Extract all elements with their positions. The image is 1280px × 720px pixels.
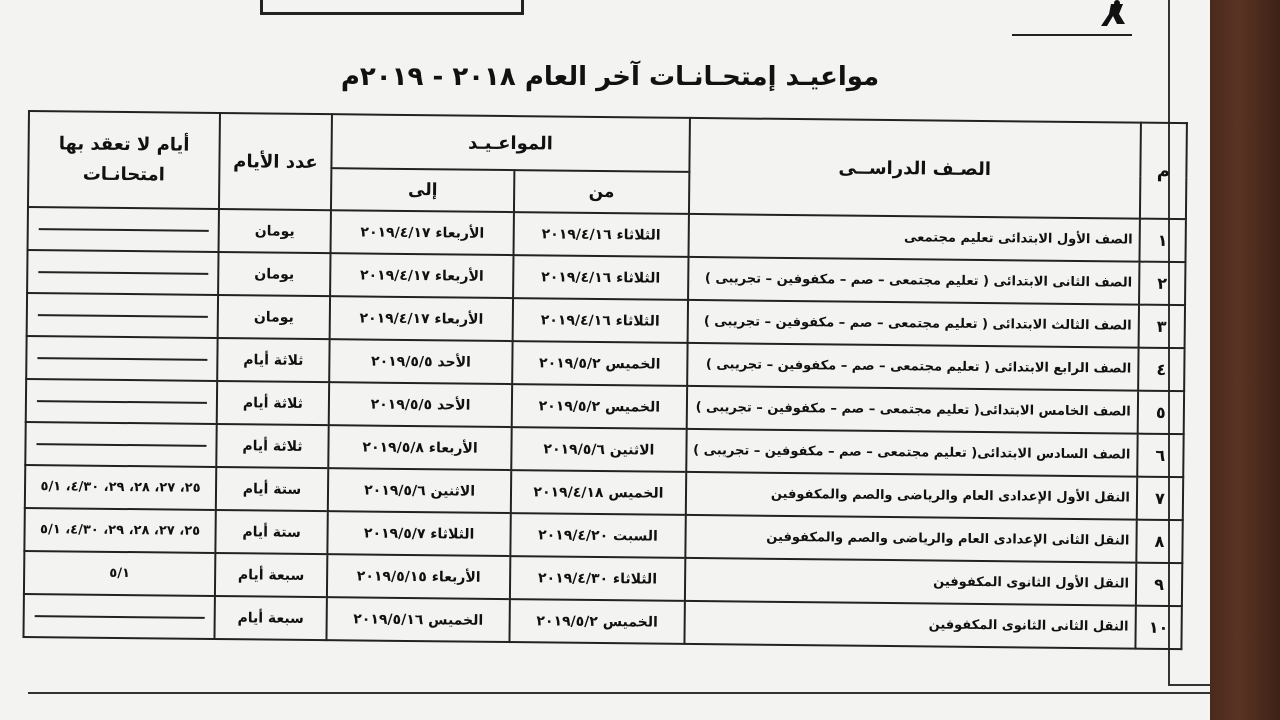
row-class: الصف الأول الابتدائى تعليم مجتمعى [688, 214, 1140, 262]
header-dates: المواعـيـد [331, 114, 689, 172]
row-num: ٤ [1138, 348, 1185, 391]
empty-dash [38, 271, 208, 275]
row-num: ١ [1139, 219, 1186, 262]
row-to: الأربعاء ٢٠١٩/٤/١٧ [330, 253, 514, 298]
exam-schedule-table [22, 110, 1187, 650]
empty-dash [38, 228, 208, 232]
row-no-exam [26, 379, 217, 424]
row-class: النقل الأول الإعدادى العام والرياضى والصم والمكفوفين [685, 472, 1137, 520]
row-to: الأربعاء ٢٠١٩/٥/٨ [328, 425, 512, 470]
header-no-exam: أيام لا تعقد بها امتحانـات [28, 111, 220, 209]
row-from: الثلاثاء ٢٠١٩/٤/٣٠ [510, 556, 685, 601]
row-num: ١٠ [1135, 606, 1182, 649]
empty-dash [36, 443, 206, 447]
row-num: ٨ [1136, 520, 1183, 563]
row-to: الثلاثاء ٢٠١٩/٥/٧ [327, 511, 511, 556]
header-num: م [1140, 123, 1187, 219]
row-class: الصف الثانى الابتدائى ( تعليم مجتمعى – صم – مكفوفين – تجريبى ) [688, 257, 1140, 305]
row-no-exam [27, 293, 218, 338]
wooden-desk-background [1210, 0, 1280, 720]
row-class: الصف الثالث الابتدائى ( تعليم مجتمعى – صم – مكفوفين – تجريبى ) [687, 300, 1139, 348]
empty-dash [37, 314, 207, 318]
row-class: النقل الثانى الثانوى المكفوفين [684, 601, 1136, 649]
row-num: ٣ [1138, 305, 1185, 348]
row-days: يومان [218, 295, 330, 339]
row-num: ٧ [1137, 477, 1184, 520]
row-num: ٥ [1138, 391, 1185, 434]
row-days: ستة أيام [215, 510, 327, 554]
row-to: الأربعاء ٢٠١٩/٤/١٧ [331, 210, 515, 255]
row-no-exam [27, 250, 218, 295]
row-days: يومان [219, 209, 331, 253]
row-days: يومان [218, 252, 330, 296]
row-days: ثلاثة أيام [217, 381, 329, 425]
row-to: الاثنين ٢٠١٩/٥/٦ [328, 468, 512, 513]
empty-dash [36, 400, 206, 404]
header-from: من [514, 170, 689, 214]
row-from: الاثنين ٢٠١٩/٥/٦ [511, 427, 686, 472]
row-from: الثلاثاء ٢٠١٩/٤/١٦ [514, 212, 689, 257]
row-from: الثلاثاء ٢٠١٩/٤/١٦ [513, 298, 688, 343]
row-no-exam [28, 207, 219, 252]
row-to: الأحد ٢٠١٩/٥/٥ [329, 339, 513, 384]
row-no-exam: ٢٥، ٢٧، ٢٨، ٢٩، ٤/٣٠، ٥/١ [24, 508, 215, 553]
row-days: سبعة أيام [214, 596, 326, 640]
row-no-exam [26, 336, 217, 381]
row-to: الأحد ٢٠١٩/٥/٥ [329, 382, 513, 427]
page-title: مواعيـد إمتحـانـات آخر العام ٢٠١٨ - ٢٠١٩م [340, 62, 880, 92]
row-days: سبعة أيام [215, 553, 327, 597]
header-to: إلى [331, 168, 515, 212]
row-days: ستة أيام [216, 467, 328, 511]
row-no-exam: ٢٥، ٢٧، ٢٨، ٢٩، ٤/٣٠، ٥/١ [25, 465, 216, 510]
row-from: الخميس ٢٠١٩/٥/٢ [512, 384, 687, 429]
row-no-exam: ٥/١ [24, 551, 215, 596]
row-num: ٦ [1137, 434, 1184, 477]
table-body [23, 207, 1185, 649]
row-no-exam [25, 422, 216, 467]
row-from: الخميس ٢٠١٩/٥/٢ [510, 599, 685, 644]
row-from: السبت ٢٠١٩/٤/٢٠ [511, 513, 686, 558]
empty-dash [37, 357, 207, 361]
row-class: الصف السادس الابتدائى( تعليم مجتمعى – صم – مكفوفين – تجريبى ) [686, 429, 1138, 477]
row-num: ٢ [1139, 262, 1186, 305]
schedule-table-wrapper [22, 110, 1193, 698]
row-from: الثلاثاء ٢٠١٩/٤/١٦ [513, 255, 688, 300]
row-class: النقل الأول الثانوى المكفوفين [685, 558, 1137, 606]
row-num: ٩ [1136, 563, 1183, 606]
empty-dash [34, 615, 204, 619]
row-class: الصف الخامس الابتدائى( تعليم مجتمعى – صم – مكفوفين – تجريبى ) [686, 386, 1138, 434]
row-to: الأربعاء ٢٠١٩/٥/١٥ [327, 554, 511, 599]
row-from: الخميس ٢٠١٩/٥/٢ [512, 341, 687, 386]
row-class: النقل الثانى الإعدادى العام والرياضى والصم والمكفوفين [685, 515, 1137, 563]
row-no-exam [23, 594, 214, 639]
row-days: ثلاثة أيام [216, 424, 328, 468]
row-from: الخميس ٢٠١٩/٤/١٨ [511, 470, 686, 515]
header-class: الصـف الدراســى [689, 118, 1141, 219]
row-to: الخميس ٢٠١٩/٥/١٦ [326, 597, 510, 642]
row-to: الأربعاء ٢٠١٩/٤/١٧ [330, 296, 514, 341]
header-days: عدد الأيام [219, 113, 332, 210]
row-class: الصف الرابع الابتدائى ( تعليم مجتمعى – صم – مكفوفين – تجريبى ) [687, 343, 1139, 391]
row-days: ثلاثة أيام [217, 338, 329, 382]
